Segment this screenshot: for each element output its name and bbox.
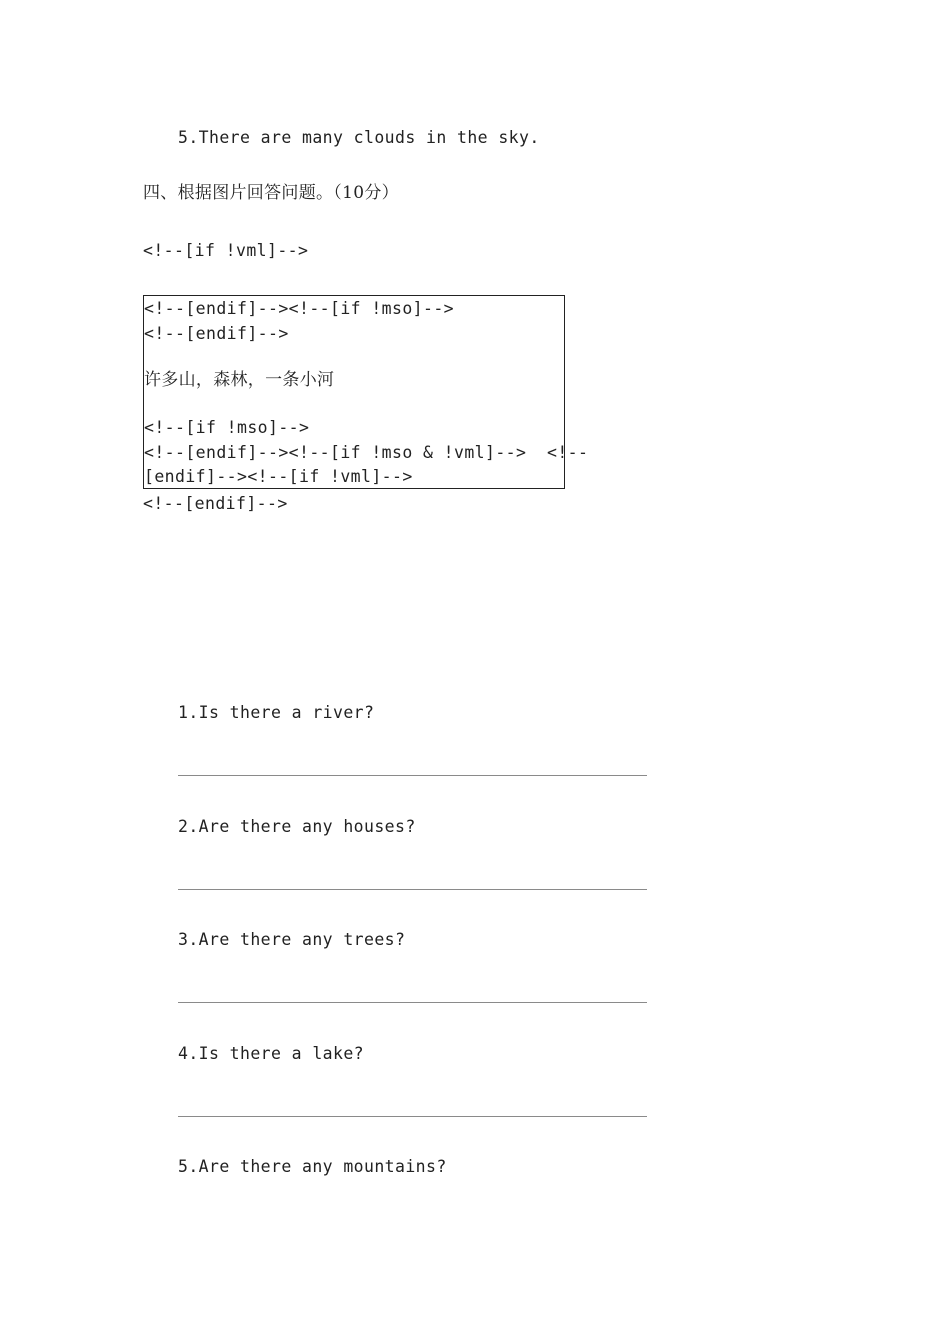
- answer-line-3[interactable]: [178, 1002, 647, 1003]
- picture-caption: 许多山，森林，一条小河: [144, 370, 335, 390]
- answer-line-2[interactable]: [178, 889, 647, 890]
- section-heading: 四、根据图片回答问题。（10分）: [143, 183, 399, 203]
- question-1: 1.Is there a river?: [178, 703, 375, 722]
- previous-item-5: 5.There are many clouds in the sky.: [178, 128, 540, 147]
- markup-text-top: <!--[if !vml]-->: [143, 241, 309, 260]
- picture-markup-line-5: <!--[endif]--><!--[if !mso & !vml]--> <!--: [144, 443, 589, 462]
- answer-line-1[interactable]: [178, 775, 647, 776]
- question-3: 3.Are there any trees?: [178, 930, 406, 949]
- answer-line-4[interactable]: [178, 1116, 647, 1117]
- markup-text-bottom: <!--[endif]-->: [143, 494, 288, 513]
- picture-markup-line-1: <!--[endif]--><!--[if !mso]-->: [144, 299, 455, 318]
- picture-markup-line-2: <!--[endif]-->: [144, 324, 289, 343]
- question-2: 2.Are there any houses?: [178, 817, 416, 836]
- question-4: 4.Is there a lake?: [178, 1044, 365, 1063]
- question-5: 5.Are there any mountains?: [178, 1157, 447, 1176]
- picture-markup-line-4: <!--[if !mso]-->: [144, 418, 310, 437]
- picture-markup-line-6: [endif]--><!--[if !vml]-->: [144, 467, 413, 486]
